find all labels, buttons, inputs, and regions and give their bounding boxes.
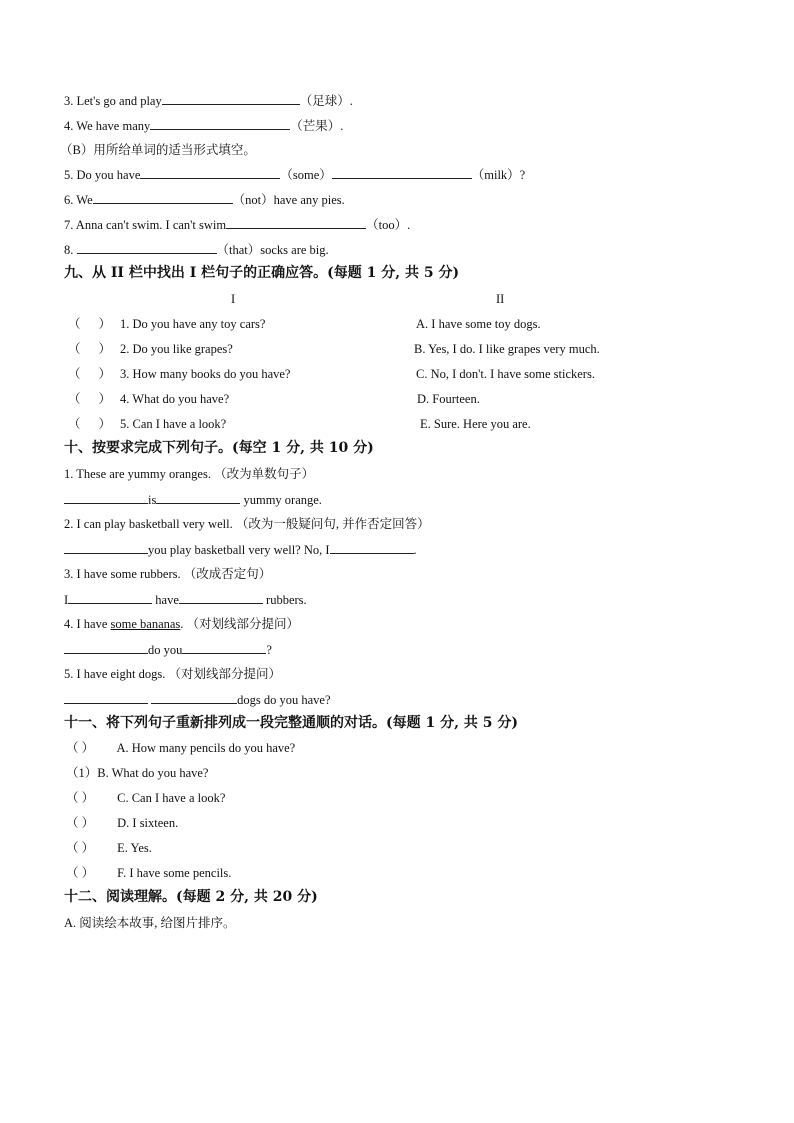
answer-paren[interactable]: （ ）	[68, 317, 112, 331]
answer-blank[interactable]	[64, 541, 148, 554]
section-12-title: 十二、阅读理解。(每题 2 分, 共 20 分)	[64, 889, 318, 905]
question-5: 5. Do you have （some） （milk）?	[64, 168, 526, 182]
matching-question: 1. Do you have any toy cars?	[120, 317, 266, 331]
answer-paren[interactable]: （ ）	[68, 417, 112, 431]
ordering-item: （ ） D. I sixteen.	[66, 816, 179, 830]
answer-line-5: dogs do you have?	[64, 691, 331, 708]
answer-blank[interactable]	[140, 166, 280, 179]
answer-paren[interactable]: （ ）	[66, 866, 95, 880]
answer-blank[interactable]	[162, 92, 300, 105]
matching-answer: A. I have some toy dogs.	[416, 317, 541, 331]
column-1-header: I	[231, 292, 236, 306]
question-3: 3. Let's go and play （足球）.	[64, 94, 353, 108]
ordering-item: （1）B. What do you have?	[66, 766, 209, 780]
answer-line-2: you play basketball very well? No, I .	[64, 541, 417, 558]
answer-paren[interactable]: （ ）	[68, 367, 112, 381]
question-7: 7. Anna can't swim. I can't swim （too）.	[64, 218, 411, 232]
section-10-title: 十、按要求完成下列句子。(每空 1 分, 共 10 分)	[64, 440, 374, 456]
section-11-title: 十一、将下列句子重新排列成一段完整通顺的对话。(每题 1 分, 共 5 分)	[64, 715, 518, 731]
answer-paren[interactable]: （ ）	[66, 741, 95, 755]
answer-blank[interactable]	[179, 591, 263, 604]
answer-blank[interactable]	[77, 241, 217, 254]
underlined-phrase: some bananas	[110, 617, 181, 631]
matching-question: 4. What do you have?	[120, 392, 230, 406]
matching-answer: D. Fourteen.	[417, 392, 480, 406]
answer-blank[interactable]	[93, 191, 233, 204]
answer-paren[interactable]: （ ）	[66, 791, 95, 805]
question-8: 8. （that）socks are big.	[64, 243, 329, 257]
question-4: 4. We have many （芒果）.	[64, 119, 344, 133]
ordering-item: （ ） A. How many pencils do you have?	[66, 741, 296, 755]
matching-answer: C. No, I don't. I have some stickers.	[416, 367, 595, 381]
answer-paren[interactable]: （ ）	[66, 816, 95, 830]
matching-question: 2. Do you like grapes?	[120, 342, 233, 356]
answer-blank[interactable]	[151, 691, 237, 704]
answer-blank[interactable]	[226, 216, 366, 229]
transform-question-1: 1. These are yummy oranges. （改为单数句子）	[64, 467, 315, 481]
transform-question-3: 3. I have some rubbers. （改成否定句）	[64, 567, 272, 581]
matching-answer: E. Sure. Here you are.	[420, 417, 531, 431]
answer-paren[interactable]: （ ）	[66, 841, 95, 855]
matching-question: 5. Can I have a look?	[120, 417, 227, 431]
column-2-header: II	[496, 292, 505, 306]
transform-question-4: 4. I have some bananas. （对划线部分提问）	[64, 617, 300, 631]
matching-question: 3. How many books do you have?	[120, 367, 291, 381]
answer-blank[interactable]	[330, 541, 414, 554]
answer-paren[interactable]: （ ）	[68, 392, 112, 406]
answer-paren[interactable]: （ ）	[68, 342, 112, 356]
ordering-item: （ ） C. Can I have a look?	[66, 791, 226, 805]
transform-question-5: 5. I have eight dogs. （对划线部分提问）	[64, 667, 281, 681]
answer-line-4: do you ?	[64, 641, 272, 658]
part-b-title: （B）用所给单词的适当形式填空。	[60, 143, 256, 157]
ordering-item: （ ） F. I have some pencils.	[66, 866, 232, 880]
answer-blank[interactable]	[64, 641, 148, 654]
transform-question-2: 2. I can play basketball very well. （改为一般疑问句, 并作否定回答）	[64, 517, 430, 531]
answer-line-1: is yummy orange.	[64, 491, 322, 508]
answer-blank[interactable]	[182, 641, 266, 654]
answer-blank[interactable]	[64, 691, 148, 704]
section-9-title: 九、从 II 栏中找出 I 栏句子的正确应答。(每题 1 分, 共 5 分)	[64, 265, 460, 281]
answer-blank[interactable]	[332, 166, 472, 179]
answer-line-3: I have rubbers.	[64, 593, 307, 607]
answer-blank[interactable]	[150, 117, 290, 130]
answer-blank[interactable]	[68, 591, 152, 604]
matching-answer: B. Yes, I do. I like grapes very much.	[414, 342, 600, 356]
answer-blank[interactable]	[156, 491, 240, 504]
answer-paren[interactable]: （1）	[66, 766, 98, 780]
reading-part-a-instruction: A. 阅读绘本故事, 给图片排序。	[64, 916, 236, 930]
answer-blank[interactable]	[64, 491, 148, 504]
question-6: 6. We （not）have any pies.	[64, 193, 345, 207]
ordering-item: （ ） E. Yes.	[66, 841, 152, 855]
